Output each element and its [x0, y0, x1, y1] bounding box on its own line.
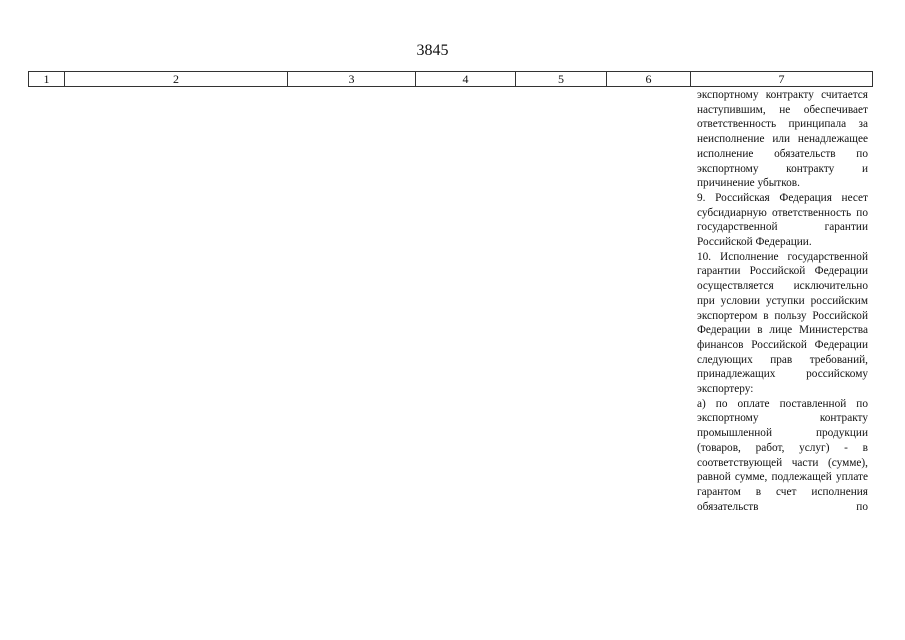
- paragraph-9: 9. Российская Федерация несет субсидиарную ответственность по государственной гарантии Российской Федерации.: [697, 191, 868, 249]
- page-number: 3845: [416, 42, 449, 59]
- column-7-content: [697, 88, 868, 514]
- column-number-7: 7: [691, 72, 873, 87]
- subparagraph-a: а) по оплате поставленной по экспортному контракту промышленной продукции (товаров, работ, услуг) - в соответствующей части (сумме), равной сумме, подлежащей уплате гарантом в счет исполнения обязательств по: [697, 397, 868, 513]
- column-number-row: [29, 72, 873, 87]
- column-number-5: 5: [516, 72, 607, 87]
- column-number-1: 1: [29, 72, 65, 87]
- paragraph-continuation: экспортному контракту считается наступившим, не обеспечивает ответственность принципала за неисполнение или ненадлежащее исполнение обязательств по экспортному контракту и причинение убытков.: [697, 89, 868, 190]
- column-number-6: 6: [607, 72, 691, 87]
- column-number-2: 2: [65, 72, 288, 87]
- column-number-header-table: [28, 71, 873, 87]
- paragraph-10: 10. Исполнение государственной гарантии Российской Федерации осуществляется исключительно при условии уступки российским экспортером в пользу Российской Федерации в лице Министерства финансов Российской Федерации следующих прав требований, принадлежащих российскому экспортеру:: [697, 250, 868, 396]
- column-number-4: 4: [416, 72, 516, 87]
- column-number-3: 3: [288, 72, 416, 87]
